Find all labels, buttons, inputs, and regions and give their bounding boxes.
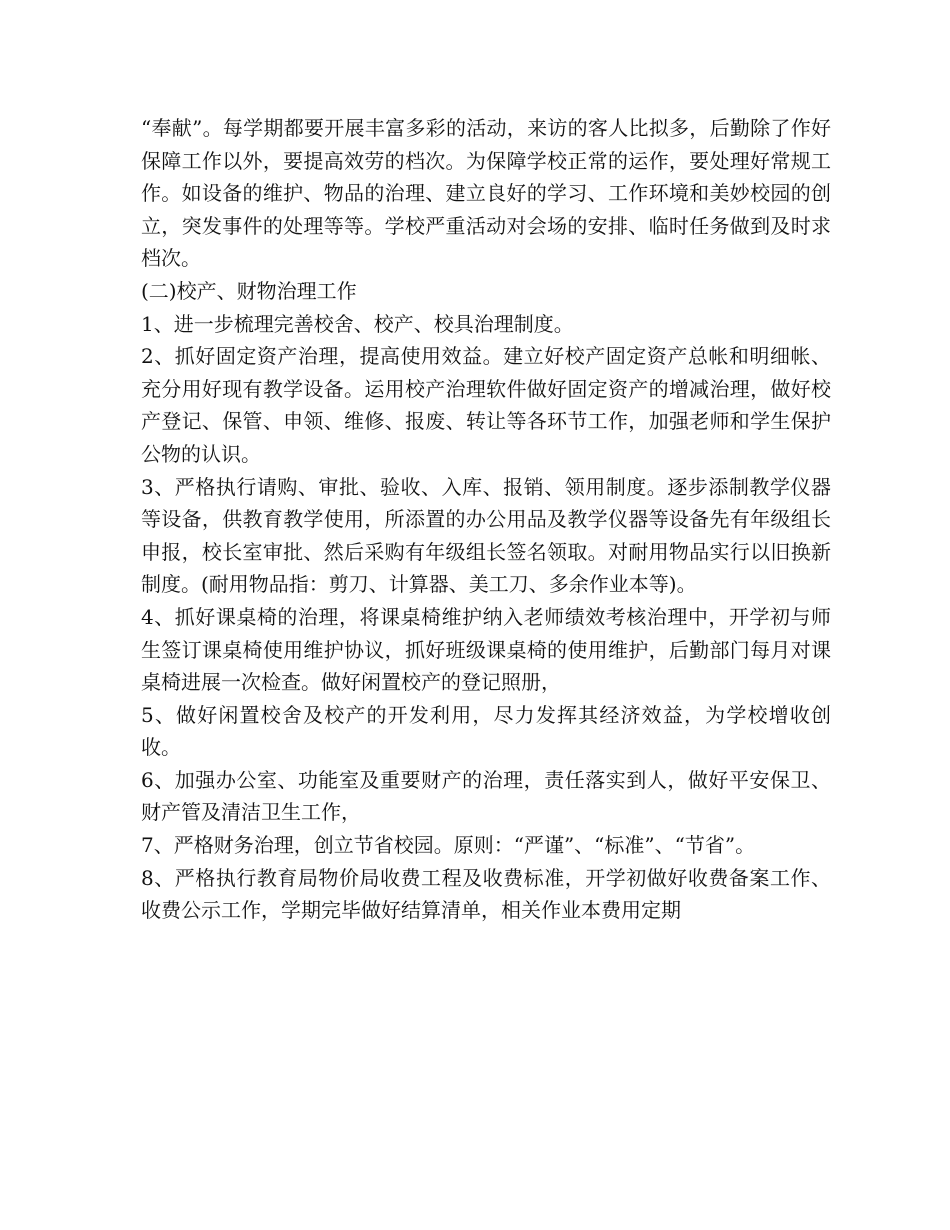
list-item: 4、抓好课桌椅的治理，将课桌椅维护纳入老师绩效考核治理中，开学初与师生签订课桌椅使用维护协议，抓好班级课桌椅的使用维护，后勤部门每月对课桌椅进展一次检查。做好闲置校产的登记照册， (141, 604, 831, 695)
section-heading: (二)校产、财物治理工作 (141, 278, 357, 303)
list-item: 2、抓好固定资产治理，提高使用效益。建立好校产固定资产总帐和明细帐、充分用好现有教学设备。运用校产治理软件做好固定资产的增减治理，做好校产登记、保管、申领、维修、报废、转让等各环节工作，加强老师和学生保护公物的认识。 (141, 344, 831, 466)
list-item: 1、进一步梳理完善校舍、校产、校具治理制度。 (141, 311, 574, 336)
document-page (141, 112, 831, 927)
list-item: 6、加强办公室、功能室及重要财产的治理，责任落实到人，做好平安保卫、财产管及清洁卫生工作， (141, 767, 831, 825)
list-item: 5、做好闲置校舍及校产的开发利用，尽力发挥其经济效益，为学校增收创收。 (141, 702, 831, 760)
list-item: 7、严格财务治理，创立节省校园。原则：“严谨”、“标准”、“节省”。 (141, 833, 756, 858)
list-item: 3、严格执行请购、审批、验收、入库、报销、领用制度。逐步添制教学仪器等设备，供教育教学使用，所添置的办公用品及教学仪器等设备先有年级组长申报，校长室审批、然后采购有年级组长签名领取。对耐用物品实行以旧换新制度。(耐用物品指：剪刀、计算器、美工刀、多余作业本等)。 (141, 474, 831, 597)
paragraph-intro: “奉献”。每学期都要开展丰富多彩的活动，来访的客人比拟多，后勤除了作好保障工作以外，要提高效劳的档次。为保障学校正常的运作，要处理好常规工作。如设备的维护、物品的治理、建立良好的学习、工作环境和美妙校园的创立，突发事件的处理等等。学校严重活动对会场的安排、临时任务做到及时求档次。 (141, 116, 831, 271)
list-item: 8、严格执行教育局物价局收费工程及收费标准，开学初做好收费备案工作、收费公示工作，学期完毕做好结算清单，相关作业本费用定期 (141, 865, 831, 923)
